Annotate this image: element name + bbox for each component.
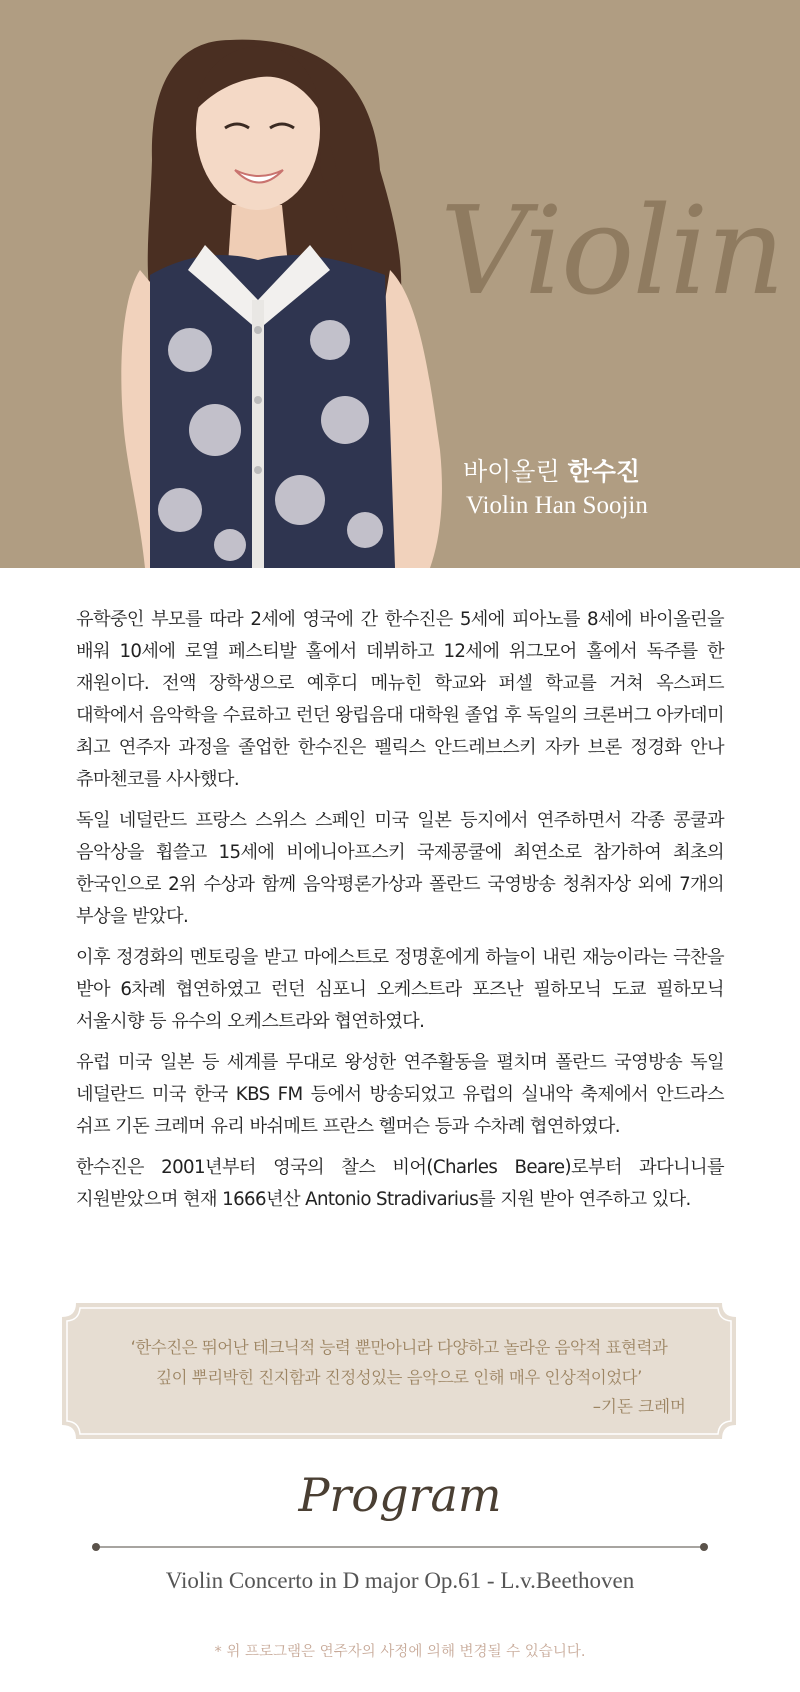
hero-banner <box>0 0 800 568</box>
quote-line-2: 깊이 뿌리박힌 진지함과 진정성있는 음악으로 인해 매우 인상적이었다’ <box>156 1368 642 1387</box>
program-divider <box>92 1541 708 1553</box>
program-item: Violin Concerto in D major Op.61 - L.v.Beethoven <box>165 1568 635 1593</box>
quote-line-1: ‘한수진은 뛰어난 테크닉적 능력 뿐만아니라 다양하고 놀라운 음악적 표현력과 <box>130 1338 668 1357</box>
bio-paragraph-5: 한수진은 2001년부터 영국의 찰스 비어(Charles Beare)로부터 과다니니를 지원받았으며 현재 1666년산 Antonio Stradivarius를 지원 받아 연주하고 있다. <box>76 1157 724 1210</box>
bio-paragraph-1: 유학중인 부모를 따라 2세에 영국에 간 한수진은 5세에 피아노를 8세에 바이올린을 배워 10세에 로열 페스티발 홀에서 데뷔하고 12세에 위그모어 홀에서 독주를 한 재원이다. 전액 장학생으로 예후디 메뉴힌 학교와 퍼셀 학교를 거쳐 옥스퍼드 대학에서 음악학을 수료하고 런던 왕립음대 대학원 졸업 후 독일의 크론버그 아카데미 최고 연주자 과정을 졸업한 한수진은 펠릭스 안드레브스키 자카 브론 정경화 안나 츄마첸코를 사사했다. <box>76 609 724 790</box>
bio-paragraph-4: 유럽 미국 일본 등 세계를 무대로 왕성한 연주활동을 펼치며 폴란드 국영방송 독일 네덜란드 미국 한국 KBS FM 등에서 방송되었고 유럽의 실내악 축제에서 안드라스 쉬프 기돈 크레머 유리 바쉬메트 프란스 헬머슨 등과 수차례 협연하였다. <box>76 1052 724 1137</box>
program-notice: * 위 프로그램은 연주자의 사정에 의해 변경될 수 있습니다. <box>214 1644 586 1660</box>
portrait-photo <box>0 0 470 568</box>
name-prefix: 바이올린 <box>463 457 560 486</box>
name-bold: 한수진 <box>567 457 641 486</box>
performer-name-english: Violin Han Soojin <box>466 492 648 519</box>
biography <box>76 604 724 1225</box>
performer-name-korean <box>463 452 640 488</box>
violin-script-title: Violin <box>440 180 784 322</box>
bio-paragraph-3: 이후 정경화의 멘토링을 받고 마에스트로 정명훈에게 하늘이 내린 재능이라는 극찬을 받아 6차례 협연하였고 런던 심포니 오케스트라 포즈난 필하모닉 도쿄 필하모닉 서울시향 등 유수의 오케스트라와 협연하였다. <box>76 947 724 1032</box>
quote-text <box>62 1333 736 1393</box>
program-title: Program <box>298 1468 502 1522</box>
quote-box <box>62 1303 736 1439</box>
bio-paragraph-2: 독일 네덜란드 프랑스 스위스 스페인 미국 일본 등지에서 연주하면서 각종 콩쿨과 음악상을 휩쓸고 15세에 비에니아프스키 국제콩쿨에 최연소로 참가하여 최초의 한국인으로 2위 수상과 함께 음악평론가상과 폴란드 국영방송 청취자상 외에 7개의 부상을 받았다. <box>76 810 724 927</box>
quote-author: –기돈 크레머 <box>592 1397 686 1416</box>
